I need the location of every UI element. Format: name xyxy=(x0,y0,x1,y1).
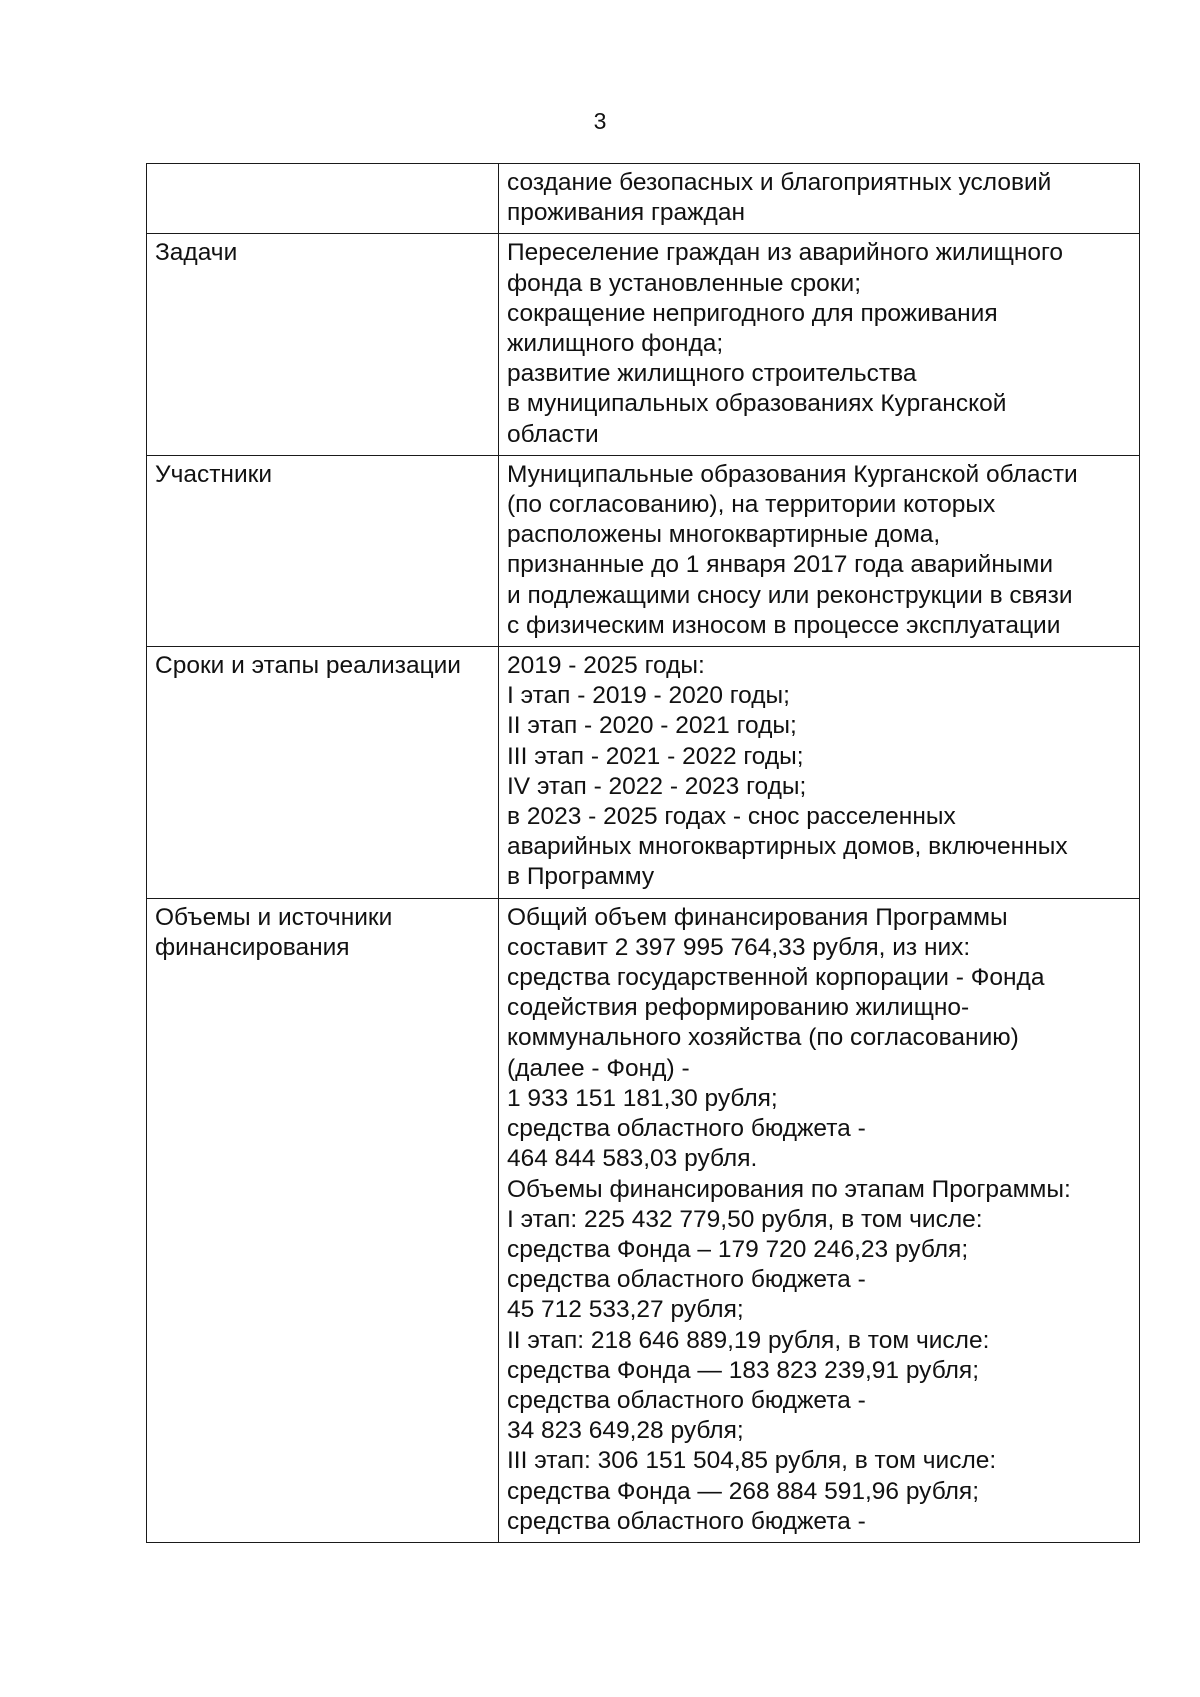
row-label-line: Задачи xyxy=(155,239,238,267)
row-value-cell xyxy=(499,898,1140,1542)
row-value-line: аварийных многоквартирных домов, включенных xyxy=(507,833,1068,861)
table-row xyxy=(147,234,1140,455)
row-value-line: развитие жилищного строительства xyxy=(507,360,917,388)
row-label-cell xyxy=(147,647,499,899)
row-value-cell xyxy=(499,455,1140,646)
row-value-line: Объемы финансирования по этапам Программы: xyxy=(507,1175,1071,1203)
row-value-cell xyxy=(499,647,1140,899)
row-value-cell xyxy=(499,164,1140,234)
page-number: 3 xyxy=(593,108,607,134)
row-value-line: расположены многоквартирные дома, xyxy=(507,521,941,549)
row-value-line: средства Фонда – 179 720 246,23 рубля; xyxy=(507,1235,969,1263)
row-value-line: и подлежащими сносу или реконструкции в связи xyxy=(507,581,1073,609)
row-value-line: признанные до 1 января 2017 года аварийными xyxy=(507,551,1053,579)
row-value-line: I этап - 2019 - 2020 годы; xyxy=(507,682,790,710)
row-label-line: финансирования xyxy=(155,933,350,961)
row-value-line: III этап: 306 151 504,85 рубля, в том числе: xyxy=(507,1447,997,1475)
row-label-cell xyxy=(147,898,499,1542)
row-value-line: средства областного бюджета - xyxy=(507,1115,866,1143)
program-passport-table xyxy=(146,163,1140,1543)
table-row xyxy=(147,164,1140,234)
row-label-cell xyxy=(147,164,499,234)
row-value-line: (по согласованию), на территории которых xyxy=(507,491,996,519)
row-value-line: 2019 - 2025 годы: xyxy=(507,652,705,680)
row-value-line: средства Фонда — 268 884 591,96 рубля; xyxy=(507,1477,980,1505)
row-value-line: II этап - 2020 - 2021 годы; xyxy=(507,712,797,740)
table-row xyxy=(147,647,1140,899)
row-value-cell xyxy=(499,234,1140,455)
table-row xyxy=(147,455,1140,646)
row-value-line: Муниципальные образования Курганской области xyxy=(507,460,1078,488)
row-value-line: в муниципальных образованиях Курганской xyxy=(507,390,1007,418)
row-value-line: Общий объем финансирования Программы xyxy=(507,903,1008,931)
row-value-line: IV этап - 2022 - 2023 годы; xyxy=(507,772,807,800)
row-value-line: коммунального хозяйства (по согласованию) xyxy=(507,1024,1019,1052)
row-label-line: Сроки и этапы реализации xyxy=(155,652,461,680)
row-value-line: III этап - 2021 - 2022 годы; xyxy=(507,742,804,770)
row-value-line: создание безопасных и благоприятных условий xyxy=(507,169,1052,196)
row-value-line: средства областного бюджета - xyxy=(507,1507,866,1535)
row-label-cell xyxy=(147,455,499,646)
table-body xyxy=(147,164,1140,1543)
row-value-line: 1 933 151 181,30 рубля; xyxy=(507,1084,778,1112)
row-value-line: средства государственной корпорации - Фонда xyxy=(507,964,1045,992)
row-label-cell xyxy=(147,234,499,455)
row-value-line: 34 823 649,28 рубля; xyxy=(507,1417,744,1445)
row-value-line: II этап: 218 646 889,19 рубля, в том числе: xyxy=(507,1326,990,1354)
row-value-line: сокращение непригодного для проживания xyxy=(507,299,998,327)
row-value-line: проживания граждан xyxy=(507,199,746,227)
row-value-line: (далее - Фонд) - xyxy=(507,1054,690,1082)
row-label-line: Участники xyxy=(155,460,273,488)
row-value-line: содействия реформированию жилищно- xyxy=(507,994,970,1022)
row-value-line: 464 844 583,03 рубля. xyxy=(507,1145,758,1173)
table-row xyxy=(147,898,1140,1542)
row-value-line: 45 712 533,27 рубля; xyxy=(507,1296,744,1324)
row-label-line: Объемы и источники xyxy=(155,903,393,931)
row-value-line: в Программу xyxy=(507,863,655,891)
row-value-line: Переселение граждан из аварийного жилищного xyxy=(507,239,1064,267)
row-value-line: с физическим износом в процессе эксплуатации xyxy=(507,611,1061,639)
row-value-line: области xyxy=(507,420,599,448)
row-value-line: средства Фонда — 183 823 239,91 рубля; xyxy=(507,1356,980,1384)
row-value-line: средства областного бюджета - xyxy=(507,1266,866,1294)
row-value-line: средства областного бюджета - xyxy=(507,1386,866,1414)
row-value-line: составит 2 397 995 764,33 рубля, из них: xyxy=(507,933,971,961)
row-value-line: жилищного фонда; xyxy=(507,330,724,358)
row-value-line: в 2023 - 2025 годах - снос расселенных xyxy=(507,803,956,831)
row-value-line: фонда в установленные сроки; xyxy=(507,269,862,297)
row-value-line: I этап: 225 432 779,50 рубля, в том числе: xyxy=(507,1205,983,1233)
